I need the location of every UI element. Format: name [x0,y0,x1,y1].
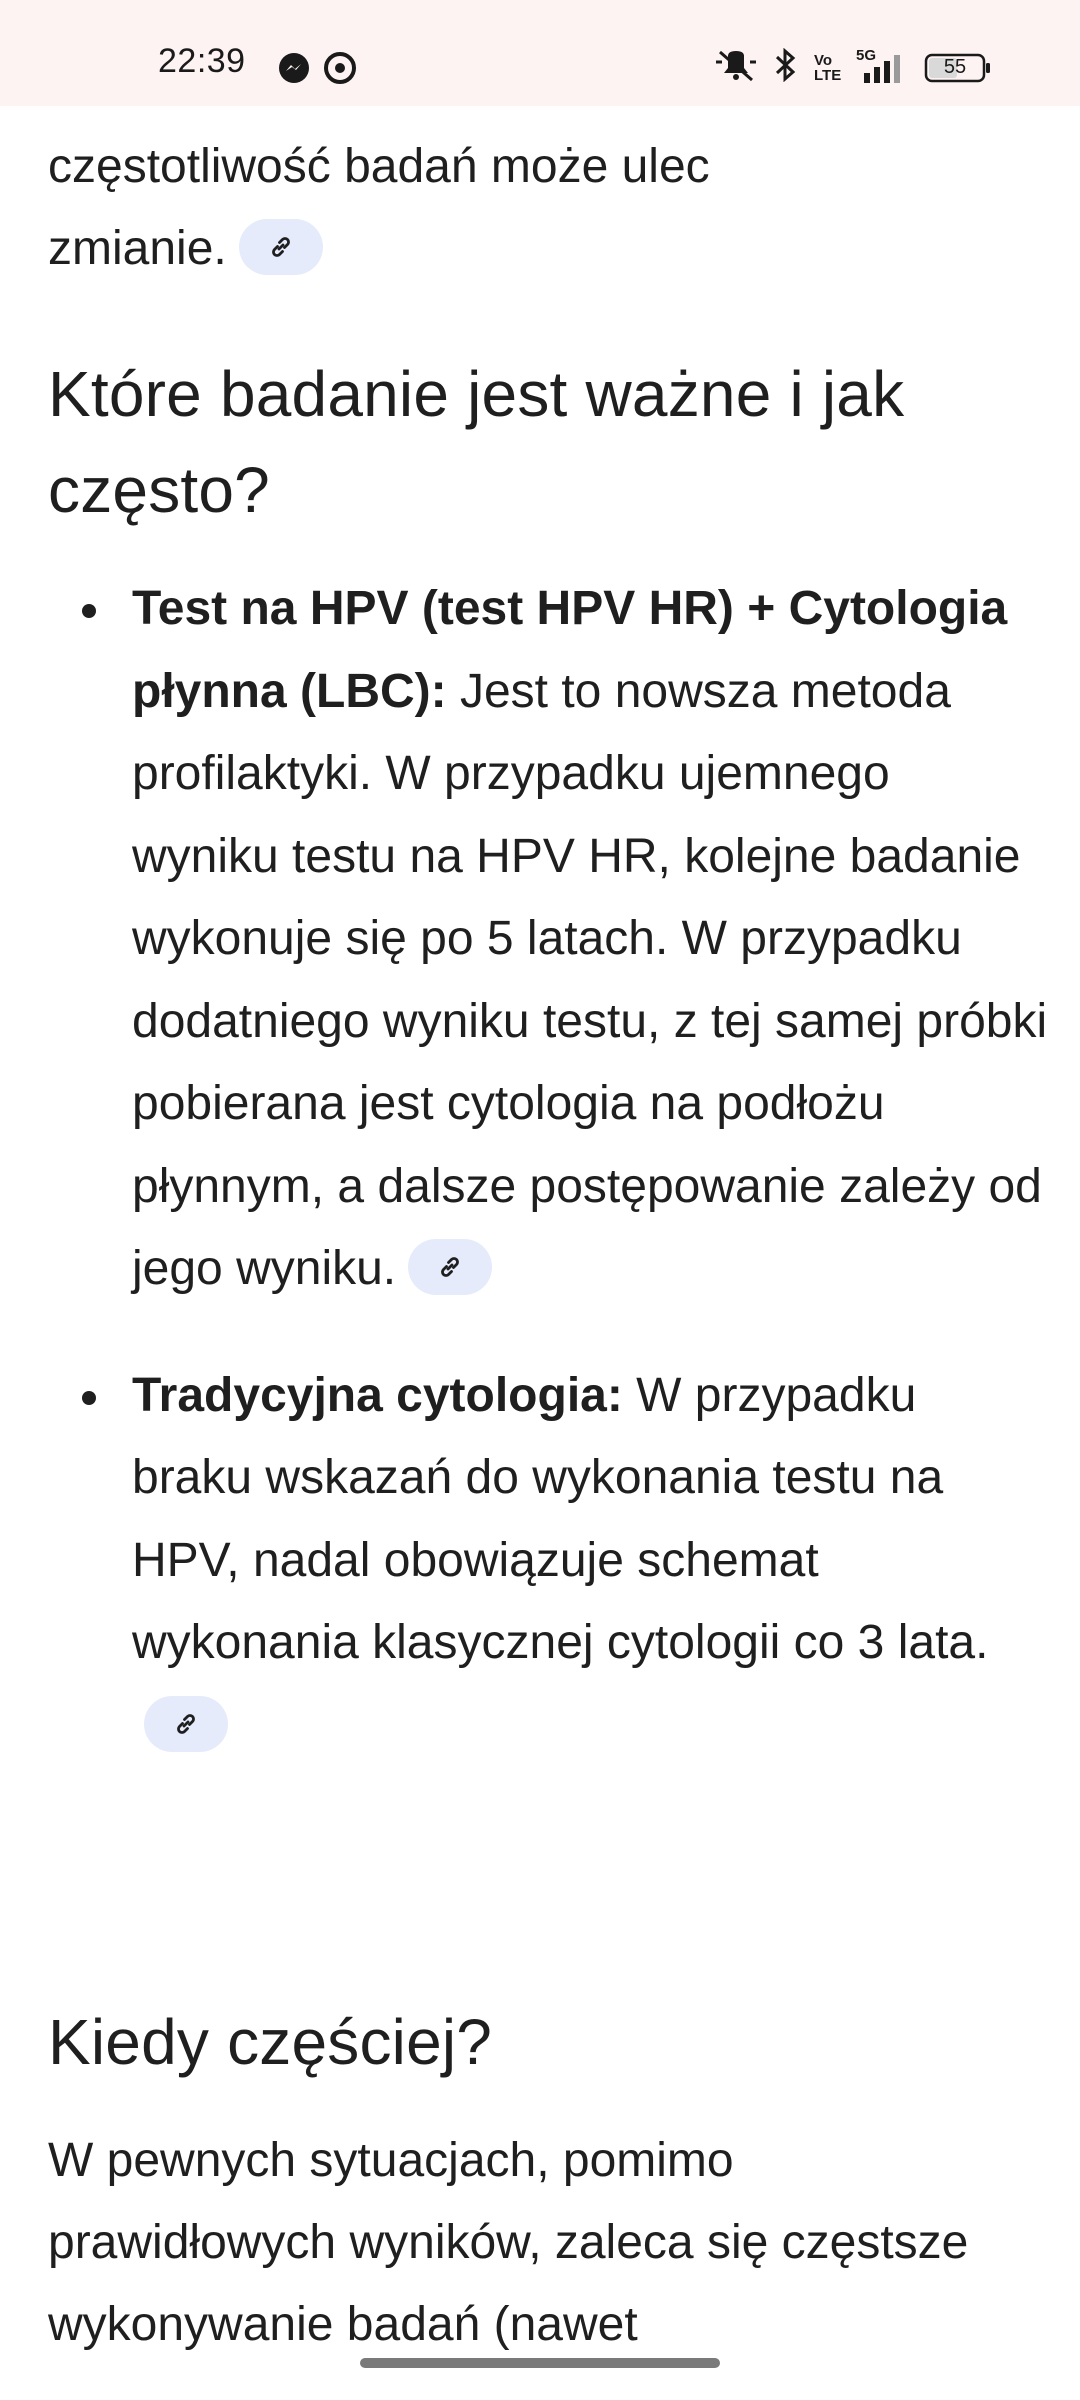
status-time: 22:39 [158,42,246,80]
list-item [48,1355,1048,1768]
link-icon [436,1253,464,1281]
list-item [48,568,1048,1311]
more-often-paragraph: W pewnych sytuacjach, pomimo prawidłowych wyników, zaleca się częstsze wykonywanie badań (nawet [48,2134,969,2351]
exam-list [48,568,1048,1767]
intro-end: zmianie. [48,222,227,275]
section-title-more-often: Kiedy częściej? [48,2006,493,2078]
section-title-exam-frequency: Które badanie jest ważne i jak często? [48,358,905,526]
battery-level: 55 [943,55,967,78]
home-indicator[interactable] [360,2358,720,2368]
chrome-icon [324,52,356,89]
bluetooth-icon [774,48,798,87]
intro-line: częstotliwość badań może ulec [48,140,710,193]
volte-icon: Vo LTE [814,51,842,84]
link-icon [172,1710,200,1738]
status-bar [0,0,1080,106]
battery-icon [924,53,992,83]
signal-5g-icon: 5G [856,51,908,85]
citation-chip[interactable] [144,1696,228,1752]
system-status-icons [714,48,992,87]
intro-paragraph [48,126,1028,290]
notification-icons [278,52,356,89]
list-item-text: W przypadku braku wskazań do wykonania testu na HPV, nadal obowiązuje schemat wykonania klasycznej cytologii co 3 lata. [132,1368,989,1669]
messenger-icon [278,52,310,89]
list-item-title: Tradycyjna cytologia: [132,1368,623,1422]
citation-chip[interactable] [408,1239,492,1295]
citation-chip[interactable] [239,219,323,275]
list-item-text: Jest to nowsza metoda profilaktyki. W przypadku ujemnego wyniku testu na HPV HR, kolejne badanie wykonuje się po 5 latach. W przypadku dodatniego wyniku testu, z tej samej próbki pobierana jest cytologia na podłożu płynnym, a dalsze postępowanie zależy od jego wyniku. [132,664,1048,1295]
mute-icon [714,48,758,87]
list-item-title: Test na HPV (test HPV HR) + Cytologia płynna (LBC): [132,582,1008,718]
link-icon [267,233,295,261]
